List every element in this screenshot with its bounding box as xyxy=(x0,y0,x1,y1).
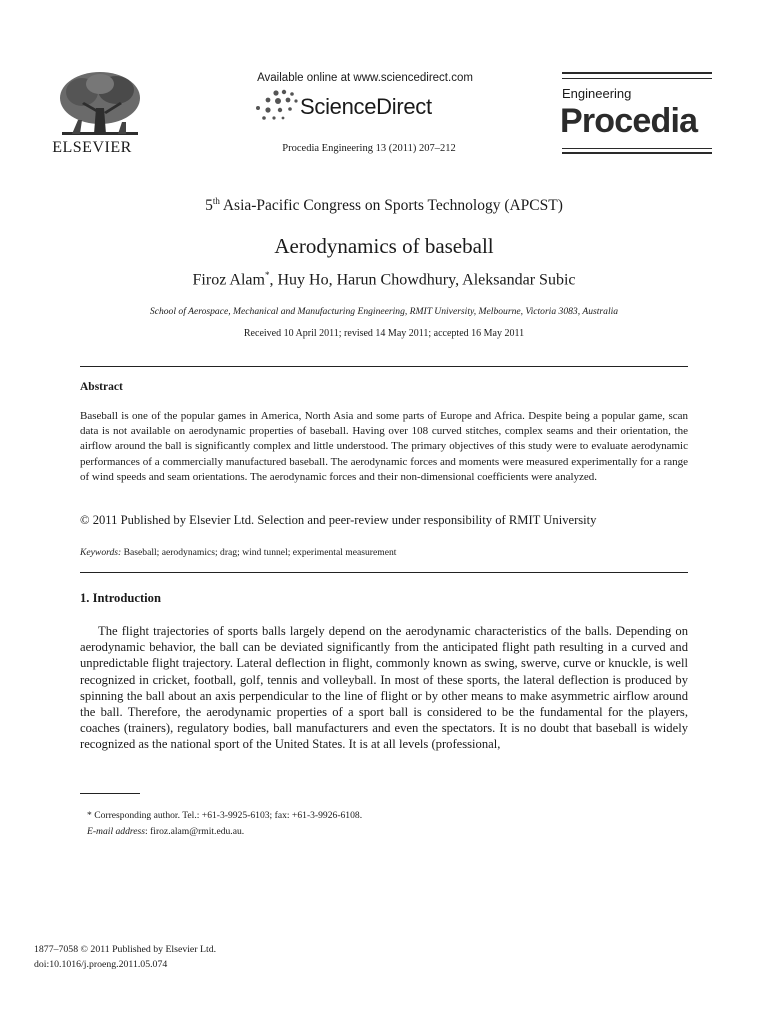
divider xyxy=(80,572,688,573)
footnote-divider xyxy=(80,793,140,794)
issn-notice: 1877–7058 © 2011 Published by Elsevier Ltd. xyxy=(34,944,217,955)
congress-name: 5th Asia-Pacific Congress on Sports Technology (APCST) xyxy=(205,196,563,215)
abstract-text: Baseball is one of the popular games in America, North Asia and some parts of Europe and Africa. Despite being a popular game, scan data is not available on aerodynamic properties of baseball. Having over 108 curved stitches, complex seams and their orientation, the airflow around the ball is significantly complex and little understood. The primary objectives of this study were to evaluate aerodynamic performances of a commercially manufactured baseball. The aerodynamic forces and moments were measured experimentally for a range of wind speeds and seam orientations. The aerodynamic forces and their non-dimensional coefficients were analyzed. xyxy=(80,410,688,483)
procedia-divider xyxy=(562,78,712,79)
email-link[interactable]: : firoz.alam@rmit.edu.au. xyxy=(145,826,245,837)
procedia-divider xyxy=(562,152,712,154)
procedia-wordmark: Procedia xyxy=(560,102,698,140)
author-list: Firoz Alam*, Huy Ho, Harun Chowdhury, Aleksandar Subic xyxy=(192,270,576,289)
doi-link[interactable]: doi:10.1016/j.proeng.2011.05.074 xyxy=(34,959,168,970)
procedia-divider xyxy=(562,72,712,74)
journal-reference: Procedia Engineering 13 (2011) 207–212 xyxy=(282,143,456,154)
abstract-heading: Abstract xyxy=(80,381,123,393)
affiliation: School of Aerospace, Mechanical and Manufacturing Engineering, RMIT University, Melbourne, Victoria 3083, Australia xyxy=(149,306,619,317)
sciencedirect-wordmark: ScienceDirect xyxy=(300,94,432,119)
procedia-section-label: Engineering xyxy=(562,86,632,101)
keywords: Keywords: Baseball; aerodynamics; drag; wind tunnel; experimental measurement xyxy=(80,547,397,558)
available-online-link[interactable]: Available online at www.sciencedirect.com xyxy=(257,72,473,84)
paper-title: Aerodynamics of baseball xyxy=(274,234,494,258)
corresponding-mark: * xyxy=(264,270,270,280)
elsevier-wordmark: ELSEVIER xyxy=(52,139,132,156)
divider xyxy=(80,366,688,367)
procedia-divider xyxy=(562,148,712,149)
introduction-text: The flight trajectories of sports balls largely depend on the aerodynamic characteristics of the balls. Depending on aerodynamic behavior, the ball can be deviated significantly from the anticipated flight path resulting in a curved and unpredictable flight trajectory. Lateral deflection in flight, commonly known as swing, swerve, curve or knuckle, is well recognized in cricket, football, golf, tennis and volleyball. In most of these sports, the lateral deflection is produced by spinning the ball about an axis perpendicular to the line of flight or by other means to make asymmetric airflow around the ball. Therefore, the aerodynamic properties of a sport ball is considered to be the fundamental for the players, coaches (trainers), regulatory bodies, ball manufacturers and even the spectators. It is no doubt that baseball is widely recognized as the national sport of the United States. It is at all levels (professional, xyxy=(80,624,688,752)
email-footnote: E-mail address: firoz.alam@rmit.edu.au. xyxy=(87,826,245,837)
section-heading-introduction: 1. Introduction xyxy=(80,591,161,605)
corresponding-author-footnote: * Corresponding author. Tel.: +61-3-9925-6103; fax: +61-3-9926-6108. xyxy=(87,810,363,821)
copyright-notice: © 2011 Published by Elsevier Ltd. Selection and peer-review under responsibility of RMIT University xyxy=(80,513,597,527)
received-dates: Received 10 April 2011; revised 14 May 2011; accepted 16 May 2011 xyxy=(243,328,525,339)
author-name: Firoz Alam xyxy=(192,271,265,289)
sciencedirect-dots-icon xyxy=(250,88,300,124)
